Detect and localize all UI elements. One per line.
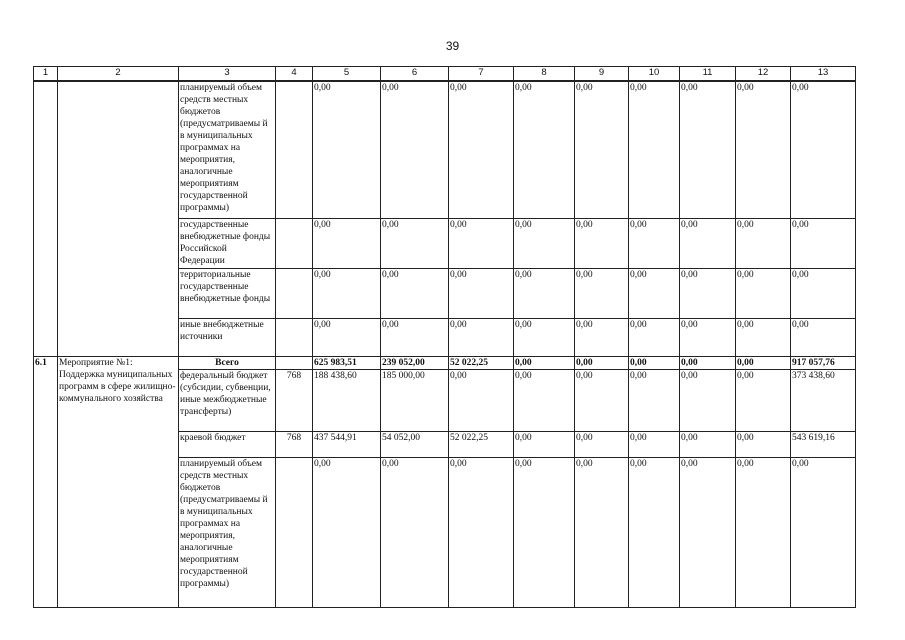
header-cell: 10 (629, 67, 680, 82)
value-cell: 0,00 (680, 356, 736, 369)
value-cell: 0,00 (449, 457, 514, 607)
activity-name-cell (58, 81, 179, 356)
value-cell: 0,00 (791, 318, 856, 356)
value-cell: 543 619,16 (791, 431, 856, 457)
funding-source-cell: планируемый объем средств местных бюджетов (предусматриваемы й в муниципальных программах на мероприятия, аналогичные мероприятиям государственной программы) (179, 81, 276, 218)
value-cell: 0,00 (680, 268, 736, 318)
value-cell: 0,00 (313, 218, 381, 268)
value-cell: 0,00 (575, 431, 629, 457)
value-cell: 0,00 (449, 268, 514, 318)
value-cell: 52 022,25 (449, 431, 514, 457)
header-cell: 9 (575, 67, 629, 82)
header-cell: 4 (276, 67, 313, 82)
code-cell (276, 356, 313, 369)
value-cell: 54 052,00 (381, 431, 449, 457)
value-cell: 0,00 (449, 218, 514, 268)
value-cell: 0,00 (575, 318, 629, 356)
value-cell: 0,00 (680, 369, 736, 431)
value-cell: 0,00 (629, 268, 680, 318)
value-cell: 0,00 (736, 218, 791, 268)
value-cell: 0,00 (680, 81, 736, 218)
value-cell: 917 057,76 (791, 356, 856, 369)
code-cell (276, 268, 313, 318)
value-cell: 0,00 (629, 457, 680, 607)
value-cell: 0,00 (629, 356, 680, 369)
value-cell: 0,00 (514, 369, 575, 431)
value-cell: 0,00 (449, 81, 514, 218)
value-cell: 0,00 (575, 218, 629, 268)
value-cell: 0,00 (575, 356, 629, 369)
value-cell: 0,00 (575, 268, 629, 318)
header-cell: 2 (58, 67, 179, 82)
value-cell: 0,00 (514, 268, 575, 318)
value-cell: 0,00 (736, 268, 791, 318)
code-cell: 768 (276, 369, 313, 431)
funding-source-cell: иные внебюджетные источники (179, 318, 276, 356)
value-cell: 0,00 (575, 369, 629, 431)
value-cell: 0,00 (313, 457, 381, 607)
value-cell: 0,00 (575, 81, 629, 218)
funding-source-cell: Всего (179, 356, 276, 369)
activity-name-cell: Мероприятие №1: Поддержка муниципальных программ в сфере жилищно-коммунального хозяйства (58, 356, 179, 607)
value-cell: 0,00 (514, 356, 575, 369)
code-cell: 768 (276, 431, 313, 457)
value-cell: 0,00 (736, 369, 791, 431)
value-cell: 0,00 (514, 457, 575, 607)
header-cell: 5 (313, 67, 381, 82)
row-number-cell: 6.1 (34, 356, 58, 607)
value-cell: 0,00 (449, 369, 514, 431)
value-cell: 0,00 (629, 369, 680, 431)
value-cell: 0,00 (629, 431, 680, 457)
funding-source-cell: краевой бюджет (179, 431, 276, 457)
value-cell: 0,00 (381, 218, 449, 268)
value-cell: 0,00 (680, 318, 736, 356)
value-cell: 0,00 (736, 457, 791, 607)
value-cell: 0,00 (680, 218, 736, 268)
value-cell: 0,00 (791, 81, 856, 218)
value-cell: 0,00 (449, 318, 514, 356)
value-cell: 0,00 (736, 356, 791, 369)
value-cell: 0,00 (514, 218, 575, 268)
value-cell: 0,00 (736, 431, 791, 457)
header-cell: 1 (34, 67, 58, 82)
value-cell: 0,00 (313, 318, 381, 356)
header-cell: 3 (179, 67, 276, 82)
value-cell: 0,00 (629, 318, 680, 356)
value-cell: 0,00 (575, 457, 629, 607)
value-cell: 0,00 (381, 268, 449, 318)
value-cell: 0,00 (514, 81, 575, 218)
value-cell: 0,00 (629, 81, 680, 218)
value-cell: 625 983,51 (313, 356, 381, 369)
row-number-cell (34, 81, 58, 356)
code-cell (276, 457, 313, 607)
funding-source-cell: государственные внебюджетные фонды Российской Федерации (179, 218, 276, 268)
value-cell: 0,00 (791, 268, 856, 318)
value-cell: 0,00 (313, 81, 381, 218)
header-cell: 7 (449, 67, 514, 82)
value-cell: 52 022,25 (449, 356, 514, 369)
value-cell: 0,00 (791, 218, 856, 268)
budget-table (33, 66, 856, 608)
value-cell: 0,00 (514, 431, 575, 457)
value-cell: 373 438,60 (791, 369, 856, 431)
table-row (34, 81, 856, 218)
header-row (34, 67, 856, 82)
value-cell: 0,00 (736, 318, 791, 356)
funding-source-cell: планируемый объем средств местных бюджетов (предусматриваемы й в муниципальных программах на мероприятия, аналогичные мероприятиям государственной программы) (179, 457, 276, 607)
value-cell: 0,00 (514, 318, 575, 356)
value-cell: 0,00 (381, 457, 449, 607)
value-cell: 188 438,60 (313, 369, 381, 431)
value-cell: 0,00 (381, 81, 449, 218)
code-cell (276, 81, 313, 218)
value-cell: 239 052,00 (381, 356, 449, 369)
total-row (34, 356, 856, 369)
code-cell (276, 218, 313, 268)
value-cell: 437 544,91 (313, 431, 381, 457)
value-cell: 0,00 (629, 218, 680, 268)
header-cell: 6 (381, 67, 449, 82)
funding-source-cell: федеральный бюджет (субсидии, субвенции, иные межбюджетные трансферты) (179, 369, 276, 431)
funding-source-cell: территориальные государственные внебюджетные фонды (179, 268, 276, 318)
value-cell: 185 000,00 (381, 369, 449, 431)
header-cell: 11 (680, 67, 736, 82)
code-cell (276, 318, 313, 356)
value-cell: 0,00 (680, 431, 736, 457)
page-number: 39 (445, 39, 460, 53)
value-cell: 0,00 (313, 268, 381, 318)
header-cell: 12 (736, 67, 791, 82)
header-cell: 8 (514, 67, 575, 82)
value-cell: 0,00 (736, 81, 791, 218)
value-cell: 0,00 (680, 457, 736, 607)
value-cell: 0,00 (381, 318, 449, 356)
value-cell: 0,00 (791, 457, 856, 607)
header-cell: 13 (791, 67, 856, 82)
